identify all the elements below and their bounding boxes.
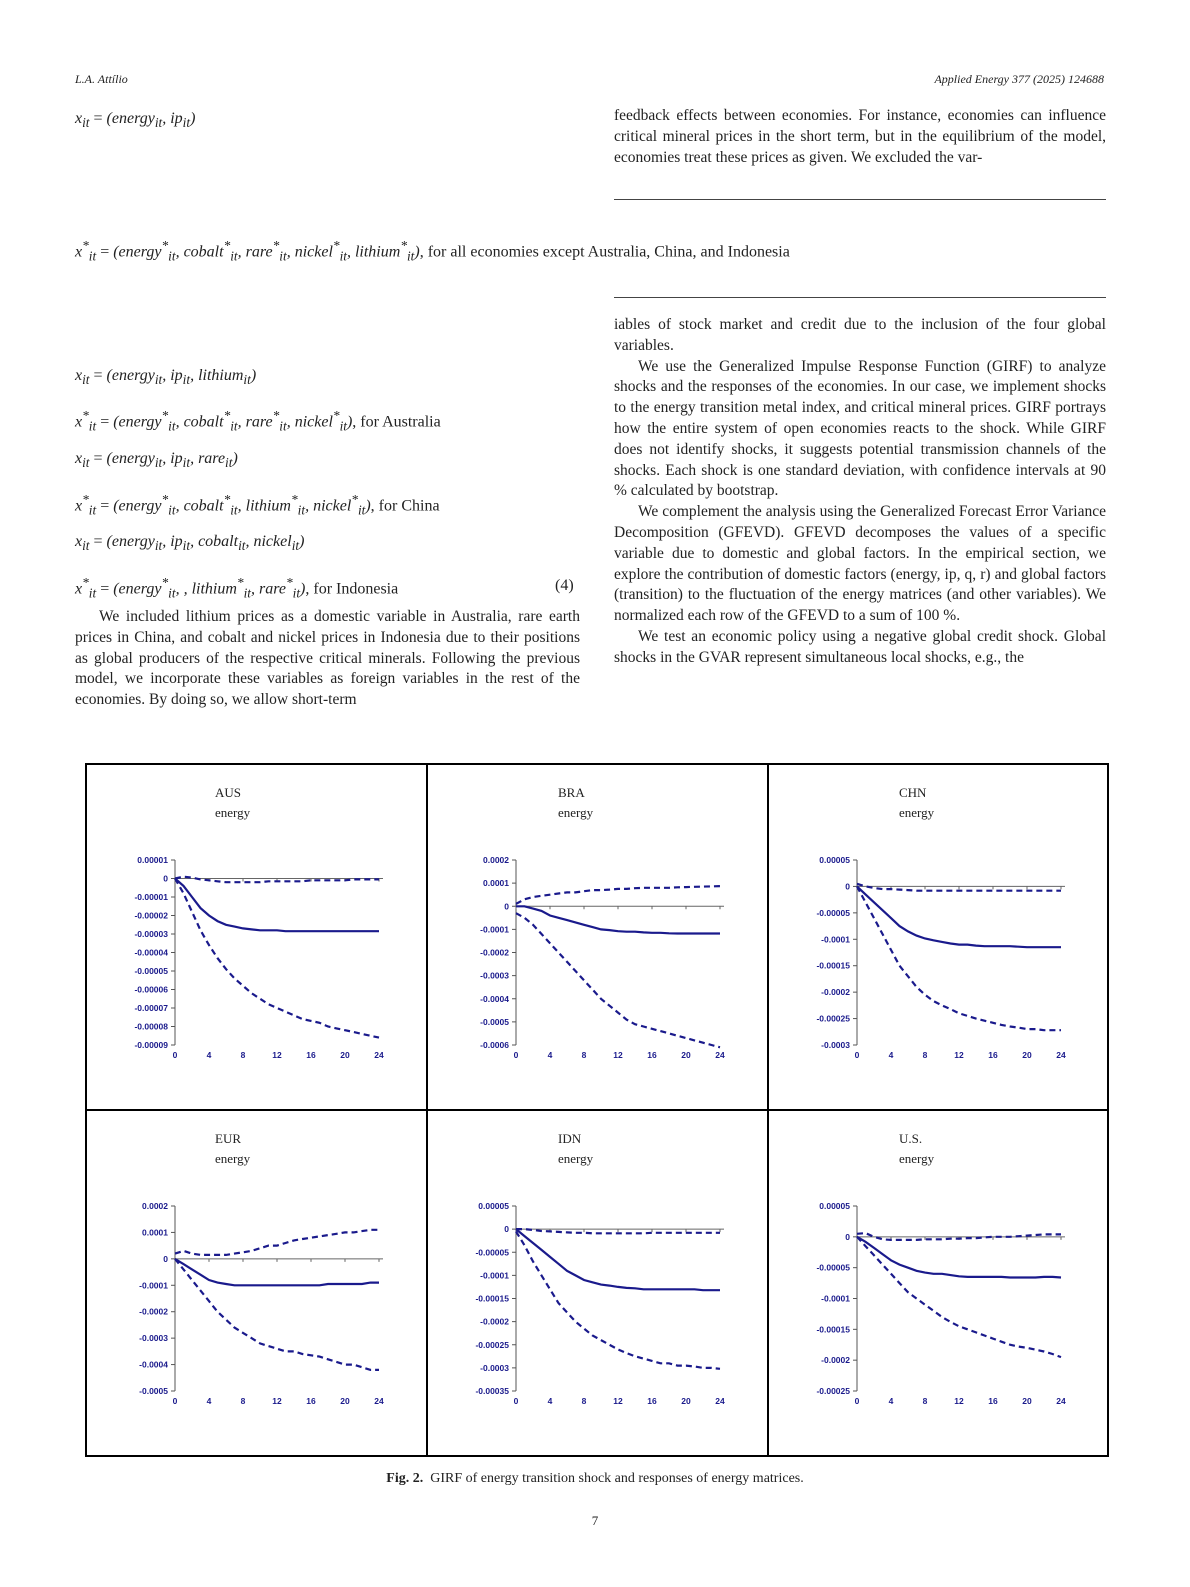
y-tick-label: 0 (845, 1231, 850, 1242)
x-tick-label: 20 (1022, 1050, 1032, 1060)
y-tick-label: 0.0001 (142, 1227, 168, 1238)
rule-2 (614, 297, 1106, 298)
x-tick-label: 16 (306, 1396, 316, 1406)
panel-us (768, 1110, 1108, 1456)
panel-title: U.S. (899, 1131, 923, 1146)
x-tick-label: 24 (374, 1396, 384, 1406)
y-tick-label: -0.00025 (816, 1013, 850, 1024)
y-tick-label: 0.00001 (137, 855, 168, 865)
x-tick-label: 12 (954, 1396, 964, 1406)
eq-xstar-all-suffix: , for all economies except Australia, China, and Indonesia (419, 243, 790, 261)
right-top-text: feedback effects between economies. For instance, economies can influence critical mineral prices in the short term, but in the equilibrium of the model, economies treat these prices as given. We excluded the var- (614, 107, 1106, 166)
chart-us (769, 1111, 1107, 1455)
girf-line (175, 879, 379, 932)
panel-bra (427, 764, 768, 1110)
right-paragraphs (614, 315, 1106, 669)
panel-title: IDN (558, 1131, 582, 1146)
y-tick-label: -0.00006 (134, 984, 168, 995)
y-tick-label: -0.0001 (480, 1270, 509, 1281)
page-number: 7 (591, 1513, 599, 1528)
x-tick-label: 4 (888, 1396, 894, 1406)
x-tick-label: 20 (681, 1396, 691, 1406)
eq-aus-suffix: , for Australia (352, 413, 441, 431)
x-tick-label: 16 (647, 1396, 657, 1406)
x-tick-label: 8 (581, 1050, 587, 1060)
right-p1: We use the Generalized Impulse Response Function (GIRF) to analyze shocks and the responses of the economies. In our case, we implement shocks to the energy transition metal index, and critical mineral prices. GIRF portrays how the entire system of open economies reacts to the shock. While GIRF does not identify shocks, it suggests potential transmission channels of the shocks. Each shock is one standard deviation, with confidence intervals at 90 % calculated by bootstrap. (614, 357, 1106, 500)
x-tick-label: 20 (1022, 1396, 1032, 1406)
right-p2: We complement the analysis using the Generalized Forecast Error Variance Decomposition (GFEVD). GFEVD decomposes the values of a specific variable due to domestic and global factors. In the empirical section, we explore the contribution of domestic factors (energy, ip, q, r) and global factors (transition) to the fluctuation of the energy matrices (and other variables). We normalized each row of the GFEVD to a sum of 100 %. (614, 503, 1106, 625)
confidence-band-line (516, 1231, 720, 1368)
y-tick-label: -0.0003 (480, 1362, 509, 1373)
panel-subtitle: energy (558, 805, 594, 820)
y-tick-label: -0.0003 (821, 1040, 850, 1050)
panel-subtitle: energy (899, 805, 935, 820)
x-tick-label: 4 (888, 1050, 894, 1060)
y-tick-label: -0.0003 (480, 970, 509, 981)
panel-subtitle: energy (899, 1151, 935, 1166)
panel-title: AUS (215, 785, 242, 800)
eq-idn-suffix: , for Indonesia (305, 580, 399, 598)
chart-bra (428, 765, 767, 1109)
x-tick-label: 0 (172, 1396, 178, 1406)
right-top-paragraph (614, 106, 1106, 168)
eq-x-base: $x_{it}$ = (energy$_{it}$, $ip_{it}$) (75, 110, 196, 131)
y-tick-label: -0.00004 (134, 947, 168, 958)
x-tick-label: 0 (513, 1396, 519, 1406)
y-tick-label: -0.00005 (134, 966, 168, 976)
x-tick-label: 24 (715, 1050, 725, 1060)
y-tick-label: -0.00005 (816, 907, 850, 918)
x-tick-label: 20 (681, 1050, 691, 1060)
chart-eur (87, 1111, 426, 1455)
y-tick-label: -0.0001 (821, 934, 850, 945)
y-tick-label: 0.0001 (483, 878, 509, 889)
x-tick-label: 0 (513, 1050, 519, 1060)
y-tick-label: -0.0004 (480, 993, 509, 1004)
y-tick-label: -0.00015 (816, 960, 850, 971)
eq-chn-suffix: , for China (370, 497, 440, 515)
y-tick-label: -0.0005 (480, 1016, 509, 1027)
eq-x-idn: $x_{it}$ = (energy$_{it}$, $ip_{it}$, cobalt$_{it}$, nickel$_{it}$) (75, 533, 305, 554)
x-tick-label: 16 (988, 1050, 998, 1060)
x-tick-label: 24 (374, 1050, 384, 1060)
y-tick-label: -0.0002 (139, 1306, 168, 1317)
y-tick-label: -0.0003 (139, 1333, 168, 1344)
caption-text: GIRF of energy transition shock and responses of energy matrices. (430, 1471, 804, 1486)
x-tick-label: 12 (272, 1396, 282, 1406)
x-tick-label: 4 (547, 1396, 553, 1406)
x-tick-label: 12 (613, 1050, 623, 1060)
x-tick-label: 12 (613, 1396, 623, 1406)
y-tick-label: -0.0001 (480, 924, 509, 935)
x-tick-label: 16 (988, 1396, 998, 1406)
y-tick-label: -0.0002 (821, 987, 850, 998)
running-journal: Applied Energy 377 (2025) 124688 (934, 72, 1104, 86)
panel-aus (86, 764, 427, 1110)
y-tick-label: -0.00001 (134, 892, 168, 902)
y-tick-label: -0.00015 (475, 1293, 509, 1304)
girf-line (516, 906, 720, 933)
panel-title: BRA (558, 785, 585, 800)
eq-number: (4) (555, 577, 574, 594)
x-tick-label: 16 (306, 1050, 316, 1060)
eq-xstar-idn: $x^*_{it}$ = (energy*$_{it}$, , lithium*$_{it}$, rare*$_{it}$), for Indonesia (75, 575, 399, 601)
eq-xstar-all: $x^*_{it}$ = (energy*$_{it}$, cobalt*$_{it}$, rare*$_{it}$, nickel*$_{it}$, lithium*$_{it}$), for all economies except Australia, China, and Indonesia (75, 238, 790, 264)
y-tick-label: -0.00005 (475, 1247, 509, 1258)
y-tick-label: -0.00008 (134, 1021, 168, 1032)
y-tick-label: -0.0004 (139, 1359, 168, 1370)
chart-aus (87, 765, 426, 1109)
panel-idn (427, 1110, 768, 1456)
y-tick-label: -0.0001 (821, 1293, 850, 1304)
y-tick-label: -0.00015 (816, 1324, 850, 1335)
eq-xstar-aus: $x^*_{it}$ = (energy*$_{it}$, cobalt*$_{it}$, rare*$_{it}$, nickel*$_{it}$), for Australia (75, 408, 441, 434)
eq-x-aus: $x_{it}$ = (energy$_{it}$, $ip_{it}$, lithium$_{it}$) (75, 367, 257, 388)
panel-subtitle: energy (215, 1151, 251, 1166)
x-tick-label: 8 (240, 1396, 246, 1406)
eq-xstar-chn: $x^*_{it}$ = (energy*$_{it}$, cobalt*$_{it}$, lithium*$_{it}$, nickel*$_{it}$), for China (75, 492, 440, 518)
figure-caption (0, 1471, 1190, 1487)
confidence-band-line (175, 1259, 379, 1370)
y-tick-label: 0 (845, 881, 850, 892)
y-tick-label: -0.0002 (480, 947, 509, 958)
rule-1 (614, 199, 1106, 200)
girf-line (857, 886, 1061, 947)
y-tick-label: -0.00007 (134, 1003, 168, 1013)
confidence-band-line (175, 1230, 379, 1255)
y-tick-label: 0 (504, 901, 509, 912)
y-tick-label: 0.00005 (819, 1201, 850, 1211)
right-p3: We test an economic policy using a negative global credit shock. Global shocks in the GVAR represent simultaneous local shocks, e.g., the (614, 627, 1106, 666)
y-tick-label: -0.00009 (134, 1040, 168, 1050)
y-tick-label: -0.00003 (134, 929, 168, 939)
eq-x-chn: $x_{it}$ = (energy$_{it}$, $ip_{it}$, rare$_{it}$) (75, 450, 238, 471)
x-tick-label: 4 (547, 1050, 553, 1060)
x-tick-label: 0 (854, 1396, 860, 1406)
x-tick-label: 24 (715, 1396, 725, 1406)
girf-line (516, 1229, 720, 1290)
running-author: L.A. Attílio (75, 72, 128, 86)
caption-label: Fig. 2. (386, 1471, 424, 1486)
confidence-band-line (516, 886, 720, 904)
y-tick-label: 0 (163, 1253, 168, 1264)
right-p0: iables of stock market and credit due to the inclusion of the four global variables. (614, 316, 1106, 354)
y-tick-label: -0.0001 (139, 1280, 168, 1291)
y-tick-label: 0.0002 (483, 855, 509, 865)
y-tick-label: 0 (163, 873, 168, 884)
panel-subtitle: energy (558, 1151, 594, 1166)
x-tick-label: 12 (954, 1050, 964, 1060)
y-tick-label: 0.00005 (478, 1201, 509, 1211)
y-tick-label: -0.0005 (139, 1386, 168, 1396)
left-paragraph (75, 607, 580, 711)
left-p1: We included lithium prices as a domestic variable in Australia, rare earth prices in China, and cobalt and nickel prices in Indonesia due to their positions as global producers of the respective critical minerals. Following the previous model, we incorporate these variables as foreign variables in the rest of the economies. By doing so, we allow short-term (75, 608, 580, 709)
y-tick-label: -0.00025 (816, 1386, 850, 1396)
x-tick-label: 8 (240, 1050, 246, 1060)
y-tick-label: -0.00002 (134, 910, 168, 921)
y-tick-label: -0.00025 (475, 1339, 509, 1350)
y-tick-label: 0.00005 (819, 855, 850, 865)
figure-grid (85, 763, 1109, 1457)
y-tick-label: -0.00005 (816, 1262, 850, 1273)
panel-title: EUR (215, 1131, 241, 1146)
chart-chn (769, 765, 1107, 1109)
x-tick-label: 16 (647, 1050, 657, 1060)
panel-chn (768, 764, 1108, 1110)
x-tick-label: 0 (854, 1050, 860, 1060)
chart-idn (428, 1111, 767, 1455)
panel-title: CHN (899, 785, 927, 800)
y-tick-label: -0.00035 (475, 1386, 509, 1396)
girf-line (175, 1259, 379, 1285)
y-tick-label: -0.0002 (821, 1355, 850, 1366)
x-tick-label: 24 (1056, 1050, 1066, 1060)
x-tick-label: 0 (172, 1050, 178, 1060)
y-tick-label: -0.0006 (480, 1040, 509, 1050)
x-tick-label: 12 (272, 1050, 282, 1060)
panel-subtitle: energy (215, 805, 251, 820)
x-tick-label: 4 (206, 1396, 212, 1406)
y-tick-label: -0.0002 (480, 1316, 509, 1327)
x-tick-label: 8 (922, 1396, 928, 1406)
confidence-band-line (857, 1237, 1061, 1357)
y-tick-label: 0 (504, 1224, 509, 1235)
panel-eur (86, 1110, 427, 1456)
x-tick-label: 4 (206, 1050, 212, 1060)
confidence-band-line (175, 879, 379, 1038)
x-tick-label: 8 (922, 1050, 928, 1060)
y-tick-label: 0.0002 (142, 1201, 168, 1211)
x-tick-label: 20 (340, 1396, 350, 1406)
x-tick-label: 24 (1056, 1396, 1066, 1406)
x-tick-label: 8 (581, 1396, 587, 1406)
x-tick-label: 20 (340, 1050, 350, 1060)
girf-line (857, 1237, 1061, 1278)
confidence-band-line (857, 886, 1061, 1030)
